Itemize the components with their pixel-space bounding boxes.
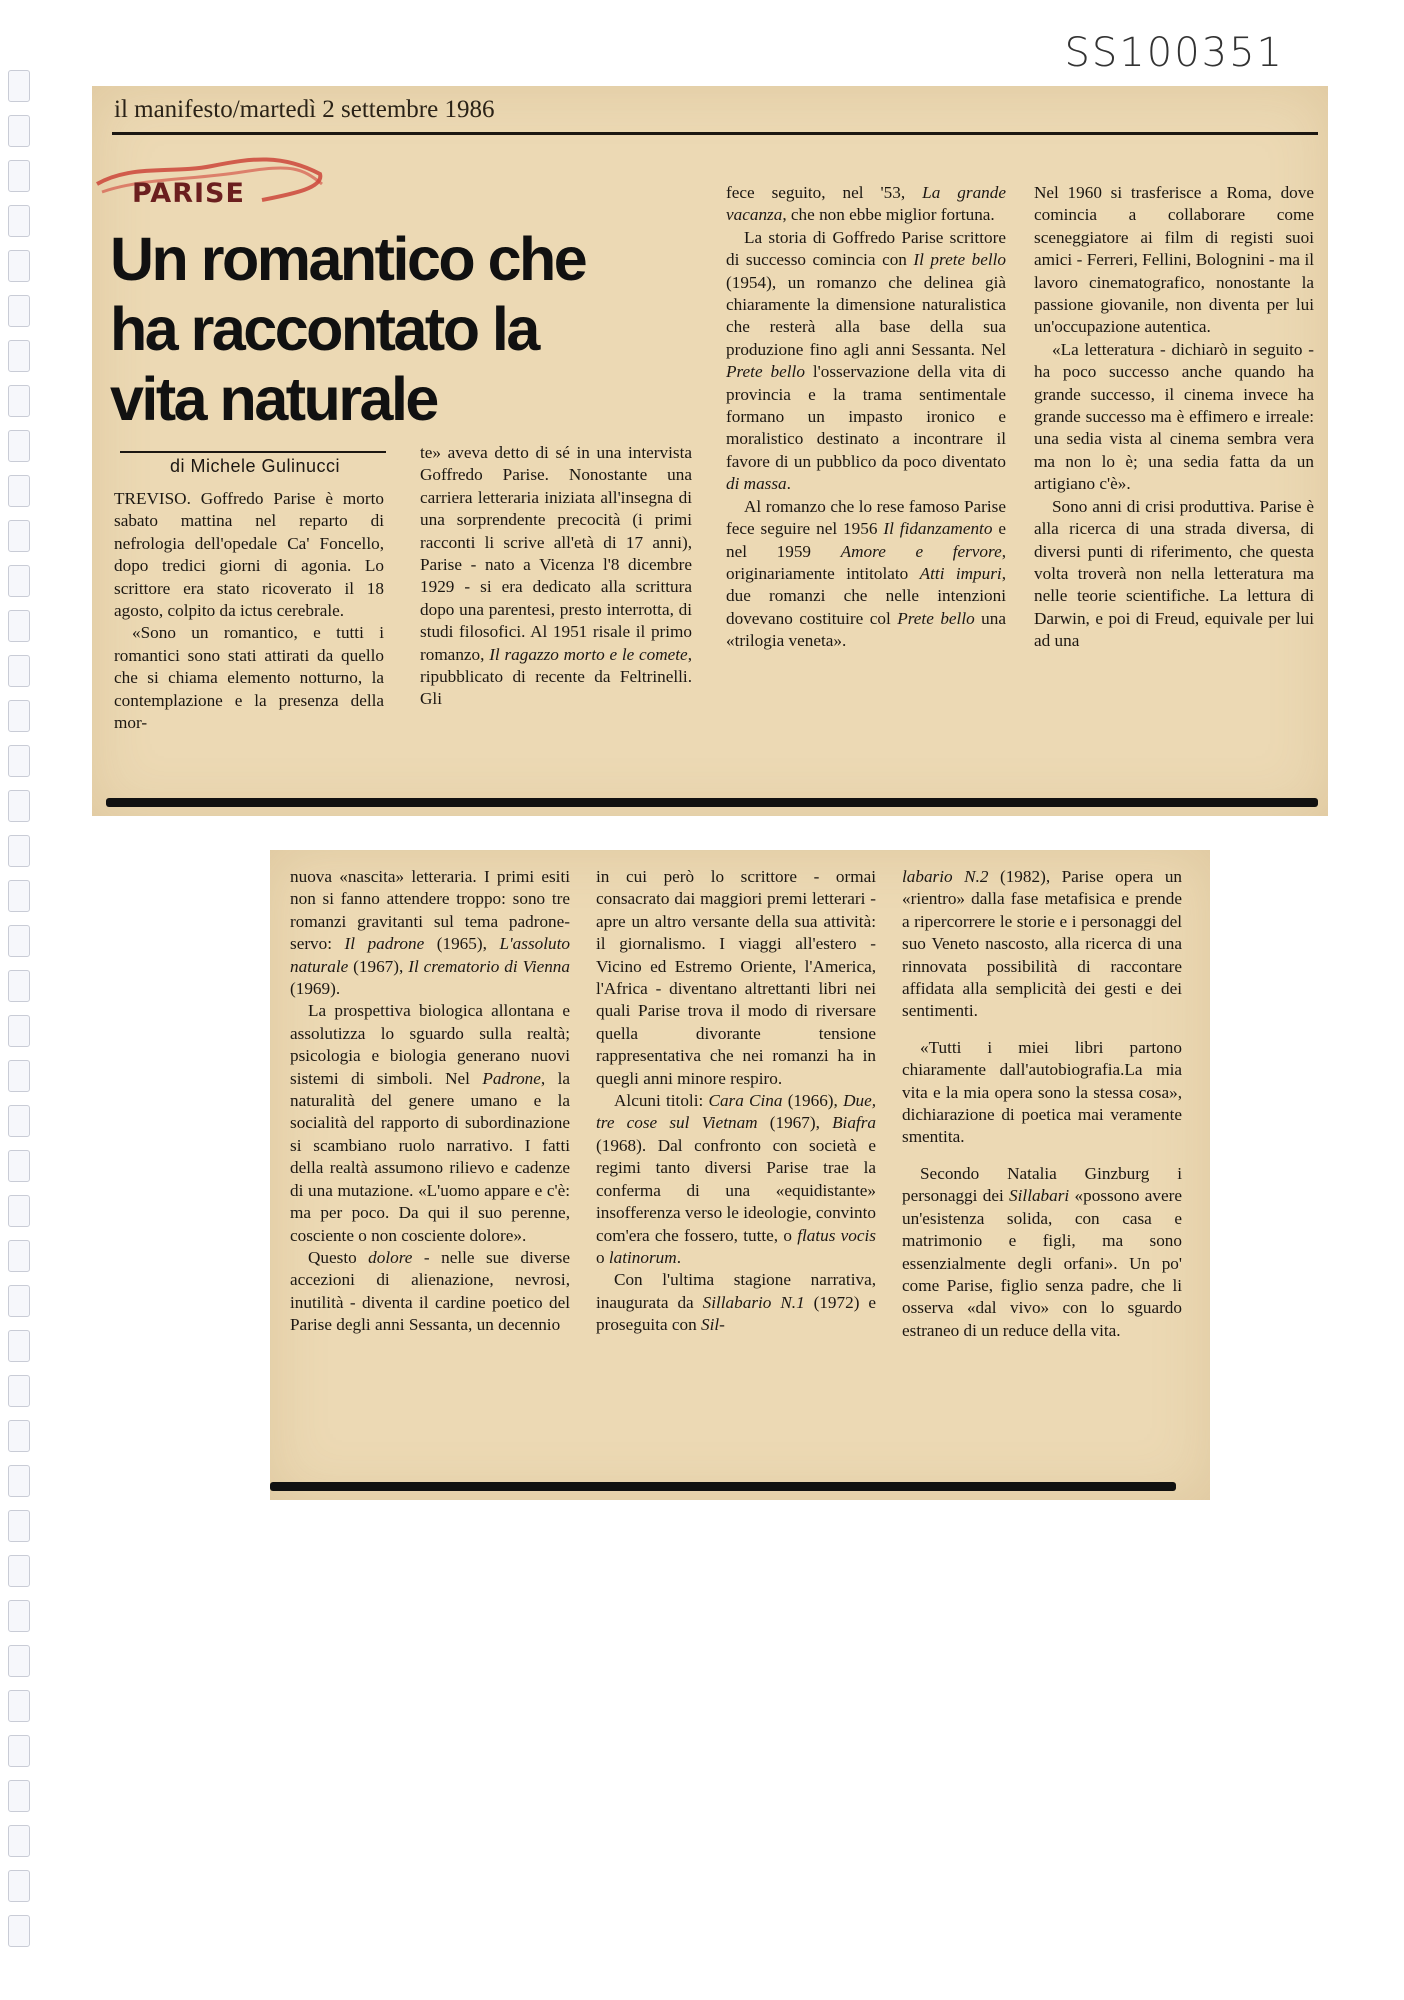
masthead-rule [112, 132, 1318, 135]
binder-hole [8, 70, 30, 102]
binder-hole [8, 1555, 30, 1587]
bottom-rule [106, 798, 1318, 807]
binder-hole [8, 160, 30, 192]
binder-hole [8, 970, 30, 1002]
binder-hole [8, 1150, 30, 1182]
article-column-4: Nel 1960 si trasferisce a Roma, dove comincia a collaborare come sceneggiatore ai film di registi suoi amici - Ferreri, Fellini, Bolognini - ma il lavoro cinematografico, nonostante la passione giovanile, non diventa per lui un'occupazione autentica. «La letteratura - dichiarò in seguito - ha poco successo anche quando ha grande successo, il cinema invece ha grande successo ma è effimero e irreale: una sedia vista al cinema sembra vera ma non lo è; una sedia fatta da un artigiano c'è». Sono anni di crisi produttiva. Parise è alla ricerca di una strada diversa, di diversi punti di riferimento, che questa volta troverà non nella letteratura ma nelle teorie scientifiche. La lettura di Darwin, e poi di Freud, equivale per lui ad una [1034, 183, 1314, 651]
binder-hole [8, 340, 30, 372]
binder-hole [8, 610, 30, 642]
binder-hole [8, 1240, 30, 1272]
binder-hole [8, 1690, 30, 1722]
binder-hole [8, 430, 30, 462]
byline: di Michele Gulinucci [169, 456, 341, 476]
article-column-3: fece seguito, nel '53, La grande vacanza, che non ebbe miglior fortuna. La storia di Goffredo Parise scrittore di successo comincia con Il prete bello (1954), un romanzo che delinea già chiaramente la dimensione naturalistica che resterà alla base della sua produzione fino agli anni Sessanta. Nel Prete bello l'osservazione della vita di provincia e la trama sentimentale formano un impasto ironico e moralistico destinato a incontrare il favore di un pubblico da poco diventato di massa. Al romanzo che lo rese famoso Parise fece seguire nel 1956 Il fidanzamento e nel 1959 Amore e fervore, originariamente intitolato Atti impuri, due romanzi che nelle intenzioni dovevano costituire col Prete bello una «trilogia veneta». [726, 183, 1007, 651]
binder-hole [8, 1915, 30, 1947]
binder-hole [8, 1780, 30, 1812]
binder-hole [8, 475, 30, 507]
binder-hole [8, 520, 30, 552]
archive-id-handwritten: SS100351 [1064, 30, 1284, 76]
binder-hole [8, 1105, 30, 1137]
binder-hole [8, 655, 30, 687]
binder-holes [8, 70, 30, 1970]
binder-hole [8, 565, 30, 597]
byline-rule [120, 451, 386, 453]
headline: Un romantico che ha raccontato la vita naturale [110, 225, 586, 433]
binder-hole [8, 295, 30, 327]
masthead: il manifesto/martedì 2 settembre 1986 [114, 96, 495, 123]
binder-hole [8, 1645, 30, 1677]
section-tag: PARISE [132, 178, 245, 209]
clipping-top [92, 86, 1328, 816]
bottom-rule-2 [270, 1482, 1176, 1491]
binder-hole [8, 700, 30, 732]
binder-hole [8, 1465, 30, 1497]
binder-hole [8, 1015, 30, 1047]
article-column-5: nuova «nascita» letteraria. I primi esiti non si fanno attendere troppo: sono tre romanzi gravitanti sul tema padrone-servo: Il padrone (1965), L'assoluto naturale (1967), Il crematorio di Vienna (1969). La prospettiva biologica allontana e assolutizza lo sguardo sulla realtà; psicologia e biologia generano nuovi sistemi di simboli. Nel Padrone, la naturalità del genere umano e la socialità del rapporto di subordinazione si scambiano ruolo narrativo. I fatti della realtà assumono rilievo e cadenze di una mutazione. «L'uomo appare e c'è: ma per poco. Da qui il suo perenne, cosciente o non cosciente dolore». Questo dolore - nelle sue diverse accezioni di alienazione, nevrosi, inutilità - diventa il cardine poetico del Parise degli anni Sessanta, un decennio [290, 867, 571, 1335]
article-column-1: TREVISO. Goffredo Parise è morto sabato mattina nel reparto di nefrologia dell'opedale Ca' Foncello, dopo tredici giorni di agonia. Lo scrittore era stato ricoverato il 18 agosto, colpito da ictus cerebrale. «Sono un romantico, e tutti i romantici sono stati attirati da quello che si chiama elemento notturno, la contemplazione e la presenza della mor- [114, 489, 384, 733]
binder-hole [8, 1420, 30, 1452]
binder-hole [8, 745, 30, 777]
binder-hole [8, 250, 30, 282]
binder-hole [8, 1285, 30, 1317]
binder-hole [8, 790, 30, 822]
article-column-2: te» aveva detto di sé in una intervista Goffredo Parise. Nonostante una carriera letteraria iniziata all'insegna di una sorprendente precocità (i primi racconti li scrive all'età di 17 anni), Parise - nato a Vicenza l'8 dicembre 1929 - si era dedicato alla scrittura dopo una parentesi, presto interrotta, di studi filosofici. Al 1951 risale il primo romanzo, Il ragazzo morto e le comete, ripubblicato di recente da Feltrinelli. Gli [420, 443, 692, 709]
binder-hole [8, 1600, 30, 1632]
binder-hole [8, 115, 30, 147]
binder-hole [8, 1060, 30, 1092]
binder-hole [8, 1195, 30, 1227]
article-column-7: labario N.2 (1982), Parise opera un «rientro» dalla fase metafisica e prende a ripercorrere le storie e i personaggi del suo Veneto nascosto, alla ricerca di una rinnovata possibilità di raccontare affidata alla semplicità dei gesti e dei sentimenti. «Tutti i miei libri partono chiaramente dall'autobiografia.La mia vita e la mia opera sono la stessa cosa», dichiarazione di poetica mai veramente smentita. Secondo Natalia Ginzburg i personaggi dei Sillabari «possono avere un'esistenza solida, con casa e matrimonio e figli, ma sono essenzialmente degli orfani». Un po' come Parise, figlio senza padre, che li osserva «dal vivo» con lo sguardo estraneo di un reduce della vita. [902, 867, 1183, 1340]
binder-hole [8, 925, 30, 957]
binder-hole [8, 1375, 30, 1407]
binder-hole [8, 1870, 30, 1902]
binder-hole [8, 1825, 30, 1857]
binder-hole [8, 385, 30, 417]
clipping-bottom [270, 850, 1210, 1500]
binder-hole [8, 1510, 30, 1542]
binder-hole [8, 1735, 30, 1767]
binder-hole [8, 880, 30, 912]
binder-hole [8, 1330, 30, 1362]
article-column-6: in cui però lo scrittore - ormai consacrato dai maggiori premi letterari - apre un altro versante della sua attività: il giornalismo. I viaggi all'estero - Vicino ed Estremo Oriente, l'America, l'Africa - diventano altrettanti libri nei quali Parise trova il modo di riversare quella divorante tensione rappresentativa che nei romanzi ha in quegli anni minore respiro. Alcuni titoli: Cara Cina (1966), Due, tre cose sul Vietnam (1967), Biafra (1968). Dal confronto con società e regimi tanto diversi Parise trae la conferma di una «equidistante» insofferenza verso le ideologie, convinto com'era che fossero, tutte, o flatus vocis o latinorum. Con l'ultima stagione narrativa, inaugurata da Sillabario N.1 (1972) e proseguita con Sil- [596, 867, 876, 1335]
binder-hole [8, 205, 30, 237]
binder-hole [8, 835, 30, 867]
